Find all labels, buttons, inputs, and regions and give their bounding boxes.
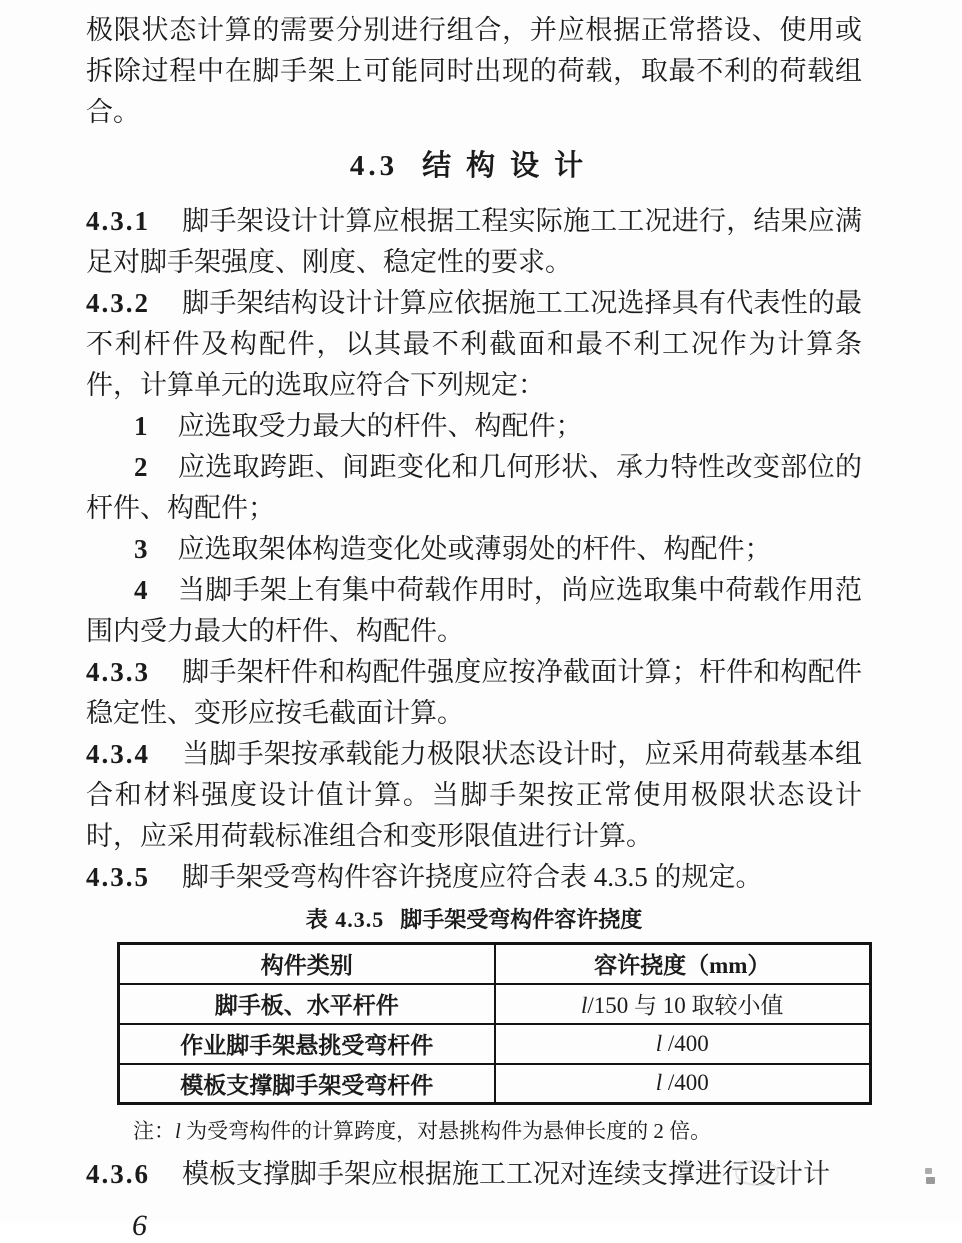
deflection-value-cell xyxy=(495,984,871,1024)
list-item-number: 2 xyxy=(134,452,148,482)
math-variable-l: l xyxy=(175,1119,181,1143)
component-cell: 模板支撑脚手架受弯杆件 xyxy=(119,1064,495,1104)
deflection-value-text: /400 xyxy=(662,1070,709,1096)
list-item-text: 当脚手架上有集中荷载作用时，尚应选取集中荷载作用范围内受力最大的杆件、构配件。 xyxy=(86,575,862,646)
scan-artifact xyxy=(925,1168,932,1174)
list-item-number: 3 xyxy=(134,534,148,564)
clause-4-3-6 xyxy=(86,1154,862,1195)
clause-number: 4.3.4 xyxy=(86,739,150,769)
deflection-value-text: /400 xyxy=(662,1030,709,1056)
deflection-value-cell xyxy=(495,1064,871,1104)
math-variable-l: l xyxy=(655,1070,663,1096)
component-cell: 脚手板、水平杆件 xyxy=(119,984,495,1024)
clause-text: 脚手架受弯构件容许挠度应符合表 4.3.5 的规定。 xyxy=(182,862,763,892)
table-row xyxy=(119,1064,871,1104)
note-text: 为受弯构件的计算跨度，对悬挑构件为悬伸长度的 2 倍。 xyxy=(180,1119,712,1143)
page-number: 6 xyxy=(132,1209,147,1242)
clause-number: 4.3.6 xyxy=(86,1159,150,1189)
list-item-1 xyxy=(86,406,862,447)
table-caption xyxy=(86,906,862,934)
clause-4-3-5 xyxy=(86,857,862,898)
list-item-3 xyxy=(86,529,862,570)
clause-number: 4.3.5 xyxy=(86,862,150,892)
column-header-deflection: 容许挠度（mm） xyxy=(495,944,871,984)
list-item-2 xyxy=(86,447,862,529)
deflection-table xyxy=(117,942,872,1105)
table-row xyxy=(119,1024,871,1064)
clause-text: 脚手架杆件和构配件强度应按净截面计算；杆件和构配件稳定性、变形应按毛截面计算。 xyxy=(86,657,862,728)
clause-4-3-3 xyxy=(86,652,862,734)
list-item-text: 应选取跨距、间距变化和几何形状、承力特性改变部位的杆件、构配件； xyxy=(86,452,862,523)
scan-artifact xyxy=(926,1177,935,1184)
list-item-number: 4 xyxy=(134,575,148,605)
section-heading xyxy=(86,147,862,185)
component-cell: 作业脚手架悬挑受弯杆件 xyxy=(119,1024,495,1064)
table-row xyxy=(119,984,871,1024)
clause-text: 脚手架设计计算应根据工程实际施工工况进行，结果应满足对脚手架强度、刚度、稳定性的要求。 xyxy=(86,206,862,277)
list-item-text: 应选取架体构造变化处或薄弱处的杆件、构配件； xyxy=(177,534,772,564)
note-prefix: 注： xyxy=(133,1119,175,1143)
table-caption-label: 表 4.3.5 xyxy=(305,907,385,932)
section-title: 结构设计 xyxy=(422,150,599,182)
column-header-component: 构件类别 xyxy=(119,944,495,984)
list-item-text: 应选取受力最大的杆件、构配件； xyxy=(177,411,583,441)
deflection-value-cell xyxy=(495,1024,871,1064)
table-note xyxy=(133,1116,862,1146)
table-header-row xyxy=(119,944,871,984)
math-variable-l: l xyxy=(655,1030,663,1056)
list-item-4 xyxy=(86,570,862,652)
intro-paragraph: 极限状态计算的需要分别进行组合，并应根据正常搭设、使用或拆除过程中在脚手架上可能同时出现的荷载，取最不利的荷载组合。 xyxy=(86,15,862,127)
clause-number: 4.3.2 xyxy=(86,288,150,318)
deflection-value-text: /150 与 10 取较小值 xyxy=(587,993,784,1018)
clause-text: 脚手架结构设计计算应依据施工工况选择具有代表性的最不利杆件及构配件，以其最不利截面和最不利工况作为计算条件，计算单元的选取应符合下列规定： xyxy=(86,288,862,400)
table-caption-title: 脚手架受弯构件容许挠度 xyxy=(400,907,643,932)
clause-text: 模板支撑脚手架应根据施工工况对连续支撑进行设计计 xyxy=(182,1159,830,1189)
clause-number: 4.3.1 xyxy=(86,206,150,236)
clause-number: 4.3.3 xyxy=(86,657,150,687)
list-item-number: 1 xyxy=(134,411,148,441)
math-variable-l: l xyxy=(580,993,588,1018)
clause-4-3-2 xyxy=(86,283,862,406)
clause-text: 当脚手架按承载能力极限状态设计时，应采用荷载基本组合和材料强度设计值计算。当脚手架按正常使用极限状态设计时，应采用荷载标准组合和变形限值进行计算。 xyxy=(86,739,862,851)
section-number: 4.3 xyxy=(349,150,399,182)
clause-4-3-4 xyxy=(86,734,862,857)
clause-4-3-1 xyxy=(86,201,862,283)
